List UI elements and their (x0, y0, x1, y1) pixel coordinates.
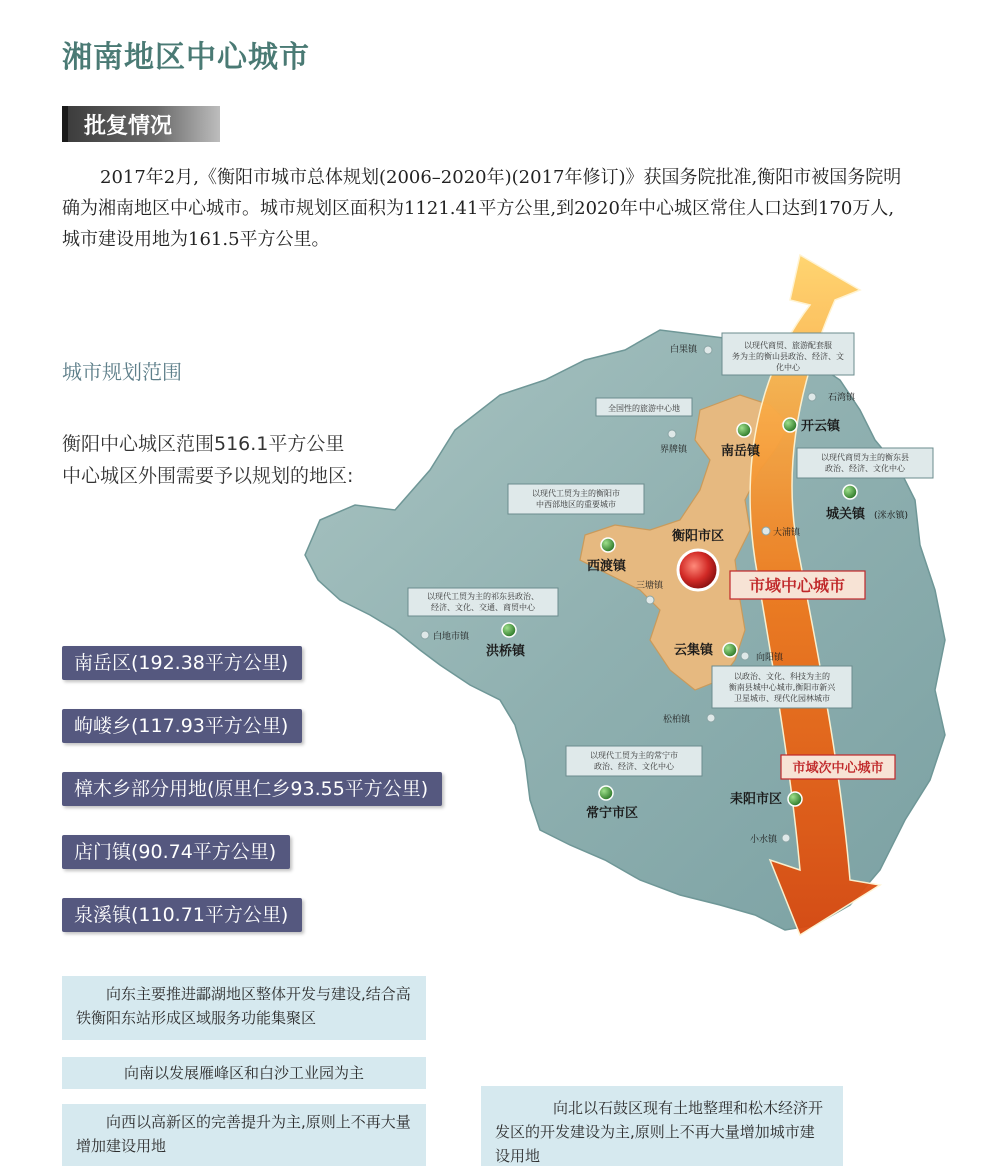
hengyang-region-shape (305, 330, 945, 930)
marker-jiebei (668, 430, 676, 438)
label-chengguan-note: (洣水镇) (874, 511, 909, 521)
label-xiangyang: 向阳镇 (756, 653, 784, 663)
marker-xiangyang (741, 652, 749, 660)
label-songbai: 松柏镇 (663, 715, 691, 725)
note-south: 向南以发展雁峰区和白沙工业园为主 (62, 1057, 426, 1089)
callout-tourism (596, 398, 692, 416)
label-nanyue: 南岳镇 (721, 444, 761, 459)
label-xiaoshui: 小水镇 (750, 835, 778, 845)
label-hongqiao: 洪桥镇 (486, 644, 526, 659)
svg-text:以现代商贸为主的衡东县: 以现代商贸为主的衡东县 (821, 453, 909, 462)
callout-hengdong (797, 448, 933, 478)
area-tag-dianmen: 店门镇(90.74平方公里) (62, 835, 290, 869)
center-city-tag (730, 571, 865, 599)
marker-shiwan (808, 393, 816, 401)
marker-santang (646, 596, 654, 604)
svg-text:化中心: 化中心 (776, 363, 800, 372)
svg-text:以现代工贸为主的祁东县政治、: 以现代工贸为主的祁东县政治、 (427, 592, 539, 601)
marker-nanyue (737, 423, 751, 437)
intro-paragraph: 2017年2月,《衡阳市城市总体规划(2006–2020年)(2017年修订)》获国务院批准,衡阳市被国务院明确为湘南地区中心城市。城市规划区面积为1121.41平方公里,到2020年中心城区常住人口达到170万人,城市建设用地为161.5平方公里。 (62, 167, 902, 250)
marker-changning (599, 786, 613, 800)
marker-leiyang (788, 792, 802, 806)
label-xidu: 西渡镇 (587, 559, 627, 574)
marker-xiaoshui (782, 834, 790, 842)
note-east: 向东主要推进酃湖地区整体开发与建设,结合高铁衡阳东站形成区域服务功能集聚区 (62, 976, 426, 1040)
planning-scope-heading: 城市规划范围 (62, 360, 182, 384)
marker-kaiyun (783, 418, 797, 432)
label-chengguan: 城关镇 (826, 507, 866, 522)
area-tag-goulou: 岣嵝乡(117.93平方公里) (62, 709, 302, 743)
label-hengyang: 衡阳市区 (672, 529, 725, 544)
svg-text:全国性的旅游中心地: 全国性的旅游中心地 (608, 404, 680, 413)
scope-line-2: 中心城区外围需要予以规划的地区: (62, 465, 354, 487)
scope-line-1: 衡阳中心城区范围516.1平方公里 (62, 433, 345, 455)
label-changning: 常宁市区 (586, 806, 639, 821)
svg-text:以现代工贸为主的衡阳市: 以现代工贸为主的衡阳市 (532, 489, 620, 498)
area-tag-nanyue: 南岳区(192.38平方公里) (62, 646, 302, 680)
svg-text:务为主的衡山县政治、经济、文: 务为主的衡山县政治、经济、文 (732, 352, 844, 361)
callout-nanyue-county (0, 0, 854, 375)
callout-qidong (408, 588, 558, 616)
label-leiyang: 耒阳市区 (730, 792, 783, 807)
svg-text:卫星城市、现代化园林城市: 卫星城市、现代化园林城市 (734, 694, 830, 703)
label-santang: 三塘镇 (636, 581, 664, 591)
svg-text:政治、经济、文化中心: 政治、经济、文化中心 (594, 762, 674, 771)
svg-text:经济、文化、交通、商贸中心: 经济、文化、交通、商贸中心 (431, 603, 535, 612)
sub-center-city-tag (781, 755, 895, 779)
callout-hengyang-county (508, 484, 644, 514)
marker-hongqiao (502, 623, 516, 637)
label-dapu: 大浦镇 (773, 528, 801, 538)
marker-dapu (762, 527, 770, 535)
marker-baidi (421, 631, 429, 639)
svg-text:以现代工贸为主的常宁市: 以现代工贸为主的常宁市 (590, 751, 678, 760)
area-tag-quanxi: 泉溪镇(110.71平方公里) (62, 898, 302, 932)
svg-text:衡南县城中心城市,衡阳市新兴: 衡南县城中心城市,衡阳市新兴 (728, 683, 836, 692)
label-yunji: 云集镇 (674, 643, 714, 658)
marker-songbai (707, 714, 715, 722)
svg-text:政治、经济、文化中心: 政治、经济、文化中心 (825, 464, 905, 473)
marker-yunji (723, 643, 737, 657)
center-city-marker (678, 550, 718, 590)
callout-hengnan (712, 666, 852, 708)
label-baiguo: 白果镇 (670, 345, 698, 355)
area-tag-zhangmu: 樟木乡部分用地(原里仁乡93.55平方公里) (62, 772, 442, 806)
label-kaiyun: 开云镇 (801, 419, 841, 434)
svg-text:中西部地区的重要城市: 中西部地区的重要城市 (536, 500, 616, 509)
note-west: 向西以高新区的完善提升为主,原则上不再大量增加建设用地 (62, 1104, 426, 1166)
marker-xidu (601, 538, 615, 552)
label-shiwan: 石湾镇 (828, 393, 856, 403)
callout-changning (566, 746, 702, 776)
section-header-label: 批复情况 (84, 113, 173, 139)
marker-chengguan (843, 485, 857, 499)
label-baidi: 白地市镇 (433, 632, 470, 642)
svg-text:以现代商贸、旅游配套服: 以现代商贸、旅游配套服 (744, 341, 832, 350)
note-north: 向北以石鼓区现有土地整理和松木经济开发区的开发建设为主,原则上不再大量增加城市建设用地 (481, 1086, 843, 1166)
svg-text:以政治、文化、科技为主的: 以政治、文化、科技为主的 (734, 672, 830, 681)
svg-text:市域中心城市: 市域中心城市 (748, 576, 846, 595)
label-jiebei: 界牌镇 (660, 445, 688, 455)
marker-baiguo (704, 346, 712, 354)
page-title: 湘南地区中心城市 (62, 40, 310, 75)
svg-text:市域次中心城市: 市域次中心城市 (792, 761, 884, 776)
